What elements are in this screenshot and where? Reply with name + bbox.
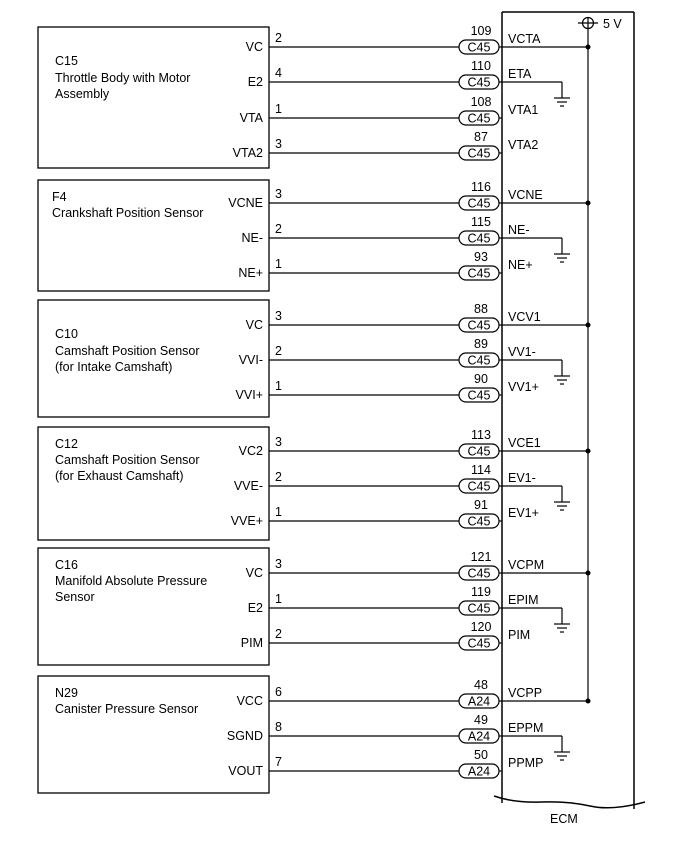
- ecm-terminal-label: VCTA: [508, 32, 541, 46]
- connector-code: C45: [467, 566, 491, 581]
- pin-number: 3: [275, 435, 282, 449]
- ecm-terminal-label: PIM: [508, 628, 531, 642]
- ecm-terminal-label: VTA1: [508, 103, 539, 117]
- connector-terminal-number: 88: [474, 302, 488, 316]
- connector-terminal-number: 49: [474, 713, 488, 727]
- pin-label: VOUT: [228, 764, 263, 778]
- pin-number: 1: [275, 379, 282, 393]
- connector-code: C45: [467, 196, 491, 211]
- pin-label: VC2: [238, 444, 263, 458]
- connector-terminal-number: 48: [474, 678, 488, 692]
- junction-dot: [586, 449, 591, 454]
- pin-number: 3: [275, 137, 282, 151]
- connector-terminal-number: 90: [474, 372, 488, 386]
- ecm-terminal-label: VTA2: [508, 138, 539, 152]
- pin-label: VTA: [239, 111, 263, 125]
- connector-code: C45: [467, 479, 491, 494]
- pin-label: VC: [245, 318, 263, 332]
- connector-terminal-number: 121: [470, 550, 492, 564]
- pin-label: VVI+: [235, 388, 263, 402]
- connector-terminal-number: 110: [471, 59, 491, 73]
- pin-number: 2: [275, 627, 282, 641]
- ecm-terminal-label: ETA: [508, 67, 532, 81]
- ecm-terminal-label: EV1-: [508, 471, 536, 485]
- ecm-terminal-label: PPMP: [508, 756, 544, 770]
- ecm-terminal-label: VCPM: [508, 558, 545, 572]
- connector-terminal-number: 114: [471, 463, 491, 477]
- connector-code: C45: [467, 111, 491, 126]
- pin-number: 3: [275, 557, 282, 571]
- connector-code: C45: [467, 231, 491, 246]
- pin-number: 8: [275, 720, 282, 734]
- ecm-terminal-label: VV1+: [508, 380, 539, 394]
- connector-terminal-number: 93: [474, 250, 488, 264]
- component-code: N29: [55, 686, 78, 700]
- pin-label: E2: [247, 601, 263, 615]
- component-code: F4: [52, 190, 67, 204]
- pin-label: VCNE: [228, 196, 263, 210]
- connector-code: C45: [467, 75, 491, 90]
- pin-number: 7: [275, 755, 282, 769]
- ecm-terminal-label: NE-: [508, 223, 530, 237]
- component-name-line: Throttle Body with Motor: [55, 71, 191, 85]
- ecm-5v-label: 5 V: [603, 17, 622, 31]
- connector-terminal-number: 119: [471, 585, 491, 599]
- junction-dot: [586, 571, 591, 576]
- connector-code: C45: [467, 388, 491, 403]
- connector-terminal-number: 115: [471, 215, 491, 229]
- component-c10: [38, 300, 591, 417]
- junction-dot: [586, 45, 591, 50]
- pin-label: VCC: [236, 694, 263, 708]
- ecm-terminal-label: VCPP: [508, 686, 543, 700]
- component-name-line: Manifold Absolute Pressure: [55, 574, 208, 588]
- connector-code: C45: [467, 146, 491, 161]
- pin-label: NE+: [238, 266, 263, 280]
- pin-label: VVE+: [230, 514, 263, 528]
- connector-terminal-number: 116: [471, 180, 491, 194]
- pin-number: 1: [275, 102, 282, 116]
- component-code: C16: [55, 558, 78, 572]
- connector-code: C45: [467, 444, 491, 459]
- pin-number: 4: [275, 66, 282, 80]
- ecm-terminal-label: VV1-: [508, 345, 536, 359]
- pin-number: 1: [275, 257, 282, 271]
- pin-label: PIM: [240, 636, 263, 650]
- connector-terminal-number: 89: [474, 337, 488, 351]
- connector-code: C45: [467, 636, 491, 651]
- ecm-terminal-label: VCE1: [508, 436, 541, 450]
- connector-code: C45: [467, 514, 491, 529]
- junction-dot: [586, 201, 591, 206]
- pin-number: 2: [275, 222, 282, 236]
- pin-number: 1: [275, 505, 282, 519]
- pin-number: 3: [275, 187, 282, 201]
- ecm-terminal-label: EPIM: [508, 593, 539, 607]
- ecm-label: ECM: [550, 812, 578, 826]
- component-code: C15: [55, 54, 78, 68]
- connector-terminal-number: 50: [474, 748, 488, 762]
- component-c12: [38, 427, 591, 540]
- pin-label: VC: [245, 566, 263, 580]
- component-name-line: Crankshaft Position Sensor: [52, 206, 204, 220]
- ecm-terminal-label: VCNE: [508, 188, 543, 202]
- pin-number: 6: [275, 685, 282, 699]
- pin-number: 2: [275, 344, 282, 358]
- connector-terminal-number: 87: [474, 130, 488, 144]
- connector-terminal-number: 108: [470, 95, 492, 109]
- pin-label: VVE-: [233, 479, 263, 493]
- junction-dot: [586, 699, 591, 704]
- connector-code: C45: [467, 318, 491, 333]
- ecm-terminal-label: VCV1: [508, 310, 541, 324]
- component-name-line: (for Intake Camshaft): [55, 360, 173, 374]
- connector-terminal-number: 109: [470, 24, 492, 38]
- pin-label: E2: [247, 75, 263, 89]
- ecm-terminal-label: NE+: [508, 258, 533, 272]
- ecm-terminal-label: EV1+: [508, 506, 539, 520]
- pin-label: VTA2: [232, 146, 263, 160]
- component-code: C12: [55, 437, 78, 451]
- ecm-terminal-label: EPPM: [508, 721, 544, 735]
- ecm-5v-bus: [578, 17, 622, 701]
- component-name-line: (for Exhaust Camshaft): [55, 469, 184, 483]
- connector-code: C45: [467, 601, 491, 616]
- component-c15: [38, 24, 591, 168]
- connector-terminal-number: 120: [470, 620, 492, 634]
- component-box: [38, 300, 269, 417]
- connector-code: A24: [467, 764, 491, 779]
- components-layer: [38, 24, 591, 793]
- pin-label: NE-: [241, 231, 263, 245]
- pin-label: SGND: [226, 729, 263, 743]
- pin-number: 2: [275, 31, 282, 45]
- connector-code: A24: [467, 694, 491, 709]
- connector-code: C45: [467, 266, 491, 281]
- component-n29: [38, 676, 591, 793]
- pin-label: VVI-: [238, 353, 263, 367]
- connector-terminal-number: 91: [474, 498, 488, 512]
- pin-number: 2: [275, 470, 282, 484]
- pin-number: 3: [275, 309, 282, 323]
- component-c16: [38, 548, 591, 665]
- component-name-line: Assembly: [55, 87, 110, 101]
- pin-number: 1: [275, 592, 282, 606]
- connector-code: C45: [467, 353, 491, 368]
- connector-terminal-number: 113: [471, 428, 491, 442]
- component-code: C10: [55, 327, 78, 341]
- junction-dot: [586, 323, 591, 328]
- component-f4: [38, 180, 591, 291]
- component-name-line: Camshaft Position Sensor: [55, 344, 200, 358]
- pin-label: VC: [245, 40, 263, 54]
- component-name-line: Camshaft Position Sensor: [55, 453, 200, 467]
- connector-code: C45: [467, 40, 491, 55]
- connector-code: A24: [467, 729, 491, 744]
- component-name-line: Sensor: [55, 590, 95, 604]
- component-name-line: Canister Pressure Sensor: [55, 702, 199, 716]
